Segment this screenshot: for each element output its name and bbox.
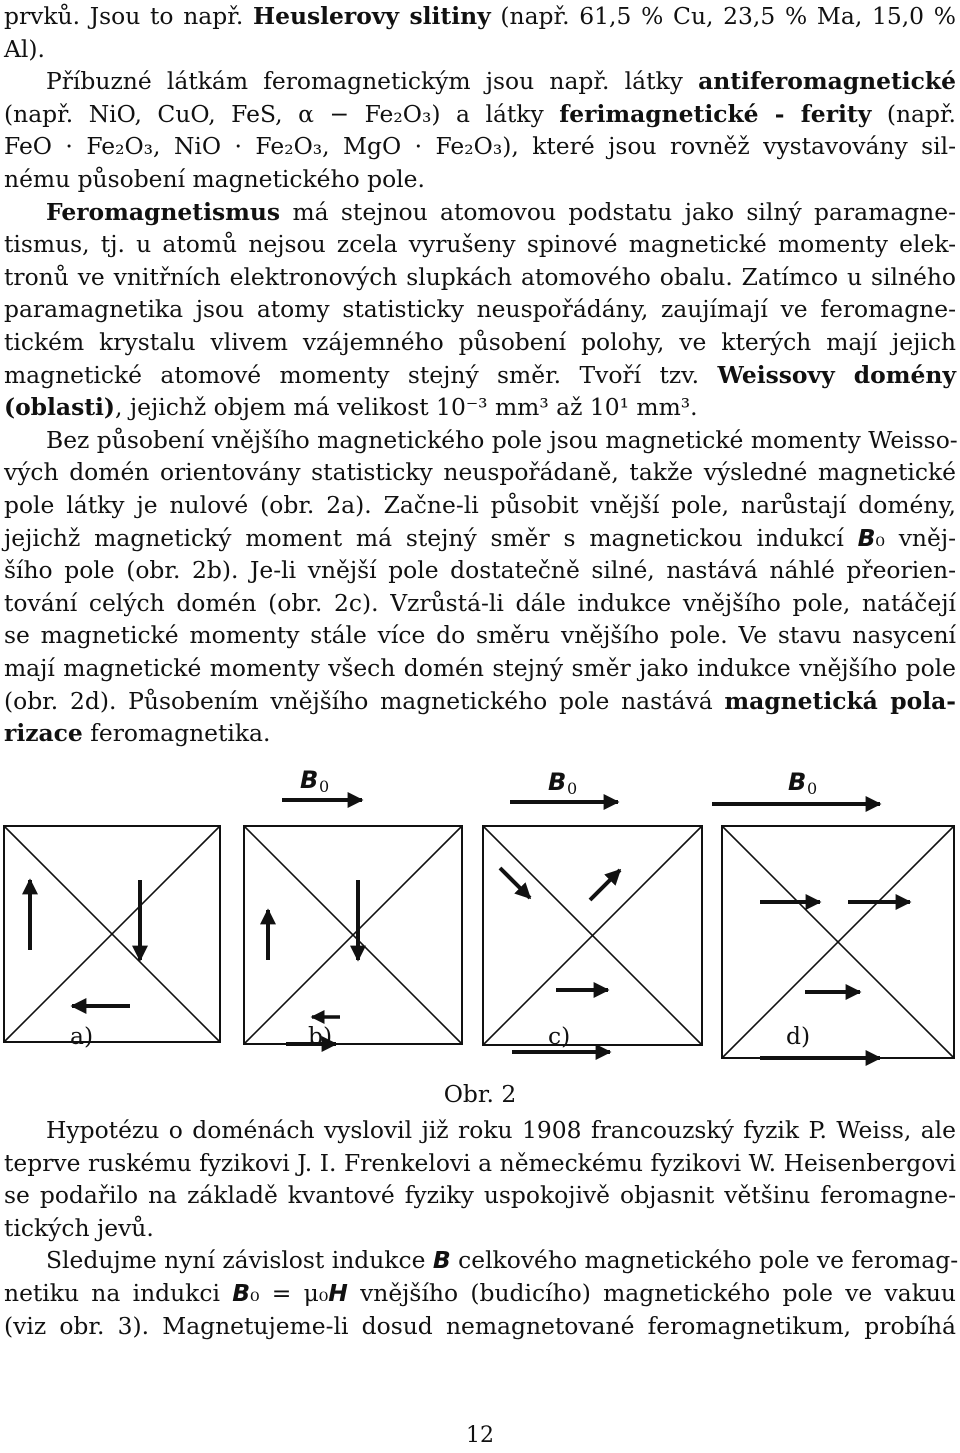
figure-caption: Obr. 2 — [443, 1080, 517, 1108]
text-line — [4, 652, 956, 685]
vector-symbol: H — [328, 1279, 348, 1307]
text-line — [4, 1277, 956, 1310]
text-run: (např. — [871, 99, 956, 128]
text-run: Příbuzné látkám feromagnetickým jsou např. látky — [46, 67, 699, 96]
text-line — [4, 98, 956, 131]
text-run: šího pole (obr. 2b). Je-li vnější pole dostatečně silné, nastává náhlé přeorien- — [4, 556, 956, 585]
text-run: FeO · Fe₂O₃, NiO · Fe₂O₃, MgO · Fe₂O₃), které jsou rovněž vystavovány sil- — [4, 132, 956, 161]
text-line — [4, 522, 956, 555]
text-run: tování celých domén (obr. 2c). Vzrůstá-li dále indukce vnějšího pole, natáčejí — [4, 588, 956, 617]
text-line — [4, 554, 956, 587]
text-run: tických jevů. — [4, 1213, 154, 1242]
vector-symbol: B — [232, 1279, 251, 1307]
field-label-subscript: 0 — [807, 779, 818, 798]
text-run: (viz obr. 3). Magnetujeme-li dosud nemagnetované feromagnetikum, probíhá — [4, 1311, 956, 1340]
text-line — [4, 163, 956, 196]
text-line — [4, 717, 956, 750]
text-line — [46, 65, 956, 98]
text-line — [4, 33, 956, 66]
text-line — [4, 326, 956, 359]
text-run: vnějšího (budicího) magnetického pole ve vakuu — [347, 1279, 956, 1307]
panel-label: c) — [548, 1022, 571, 1050]
text-run: se magnetické momenty stále více do směru vnějšího pole. Ve stavu nasycení — [4, 621, 956, 650]
field-label-b0: B — [548, 768, 567, 796]
text-run: tronů ve vnitřních elektronových slupkách atomového obalu. Zatímco u silného — [4, 262, 956, 291]
text-run: (např. 61,5 % Cu, 23,5 % Ma, 15,0 % — [490, 2, 957, 30]
text-run: paramagnetika jsou atomy statisticky neuspořádány, zaujímají ve feromagne- — [4, 295, 956, 324]
text-run: prvků. Jsou to např. — [4, 2, 253, 30]
text-run: teprve ruskému fyzikovi J. I. Frenkelovi a německému fyzikovi W. Heisenbergovi — [4, 1148, 956, 1177]
text-line — [4, 1310, 956, 1343]
page-number: 12 — [466, 1423, 494, 1448]
text-run: tickém krystalu vlivem vzájemného působení polohy, ve kterých mají jejich — [4, 328, 956, 356]
text-run: feromagnetika. — [82, 719, 271, 748]
text-run: vých domén orientovány statisticky neuspořádaně, takže výsledné magnetické — [4, 458, 956, 487]
text-run: jejichž magnetický moment má stejný směr s magnetickou indukcí — [4, 523, 858, 552]
bold-term: rizace — [4, 719, 83, 748]
text-run: Bez působení vnějšího magnetického pole jsou magnetické momenty Weisso- — [46, 425, 958, 454]
text-line — [4, 619, 956, 652]
text-run: mají magnetické momenty všech domén stejný směr jako indukce vnějšího pole — [4, 654, 956, 682]
text-run: se podařilo na základě kvantové fyziky uspokojivě objasnit většinu feromagne- — [4, 1181, 956, 1210]
text-line — [4, 587, 956, 620]
bold-term: ferimagnetické - ferity — [559, 99, 872, 128]
text-line — [4, 1147, 956, 1180]
text-run: Al). — [4, 34, 45, 63]
text-run: (obr. 2d). Působením vnějšího magnetického pole nastává — [4, 686, 725, 715]
vector-symbol: B — [857, 523, 876, 552]
text-line — [46, 1114, 956, 1147]
field-label-subscript: 0 — [567, 779, 578, 798]
vector-symbol: B — [432, 1246, 451, 1275]
moment-arrow — [590, 870, 620, 900]
text-run: nému působení magnetického pole. — [4, 165, 425, 193]
text-line — [46, 196, 956, 229]
bold-term: Weissovy domény — [717, 360, 956, 389]
panel-label: a) — [70, 1022, 94, 1050]
field-label-b0: B — [300, 766, 319, 794]
text-line — [4, 130, 956, 163]
text-line — [4, 0, 956, 33]
text-run: pole látky je nulové (obr. 2a). Začne-li působit vnější pole, narůstají domény, — [4, 491, 956, 519]
bold-term: magnetická pola- — [724, 686, 957, 715]
bold-term: antiferomagnetické — [698, 67, 956, 96]
field-label-b0: B — [788, 768, 807, 796]
moment-arrow — [500, 868, 530, 898]
text-line — [4, 228, 956, 261]
text-line — [46, 1244, 959, 1277]
bold-term: Heuslerovy slitiny — [252, 2, 491, 30]
text-line — [4, 391, 956, 424]
text-line — [4, 261, 956, 294]
text-run: magnetické atomové momenty stejný směr. Tvoří tzv. — [4, 360, 718, 389]
text-line — [4, 489, 956, 522]
text-line — [4, 685, 956, 718]
bold-term: (oblasti) — [4, 393, 115, 422]
text-line — [4, 1212, 956, 1245]
field-label-subscript: 0 — [319, 777, 330, 796]
text-line — [46, 424, 956, 457]
figure-2-domains — [0, 760, 960, 1070]
text-run: má stejnou atomovou podstatu jako silný paramagne- — [280, 197, 956, 226]
text-run: netiku na indukci — [4, 1279, 233, 1307]
text-run: , jejichž objem má velikost 10⁻³ mm³ až 10¹ mm³. — [115, 393, 698, 422]
text-run: tismus, tj. u atomů nejsou zcela vyrušeny spinové magnetické momenty elek- — [4, 230, 956, 259]
text-run: ₀ = μ₀ — [250, 1279, 329, 1307]
text-line — [4, 456, 956, 489]
panel-label: d) — [786, 1022, 811, 1050]
text-line — [4, 293, 956, 326]
text-line — [4, 359, 956, 392]
text-line — [4, 1179, 956, 1212]
panel-label: b) — [308, 1022, 333, 1050]
text-run: ₀ vněj- — [875, 523, 956, 552]
text-run: Sledujme nyní závislost indukce — [46, 1246, 433, 1275]
text-run: celkového magnetického pole ve feromag- — [450, 1246, 959, 1275]
text-run: Hypotézu o doménách vyslovil již roku 1908 francouzský fyzik P. Weiss, ale — [46, 1116, 956, 1144]
bold-term: Feromagnetismus — [46, 197, 281, 226]
text-run: (např. NiO, CuO, FeS, α − Fe₂O₃) a látky — [4, 99, 560, 128]
